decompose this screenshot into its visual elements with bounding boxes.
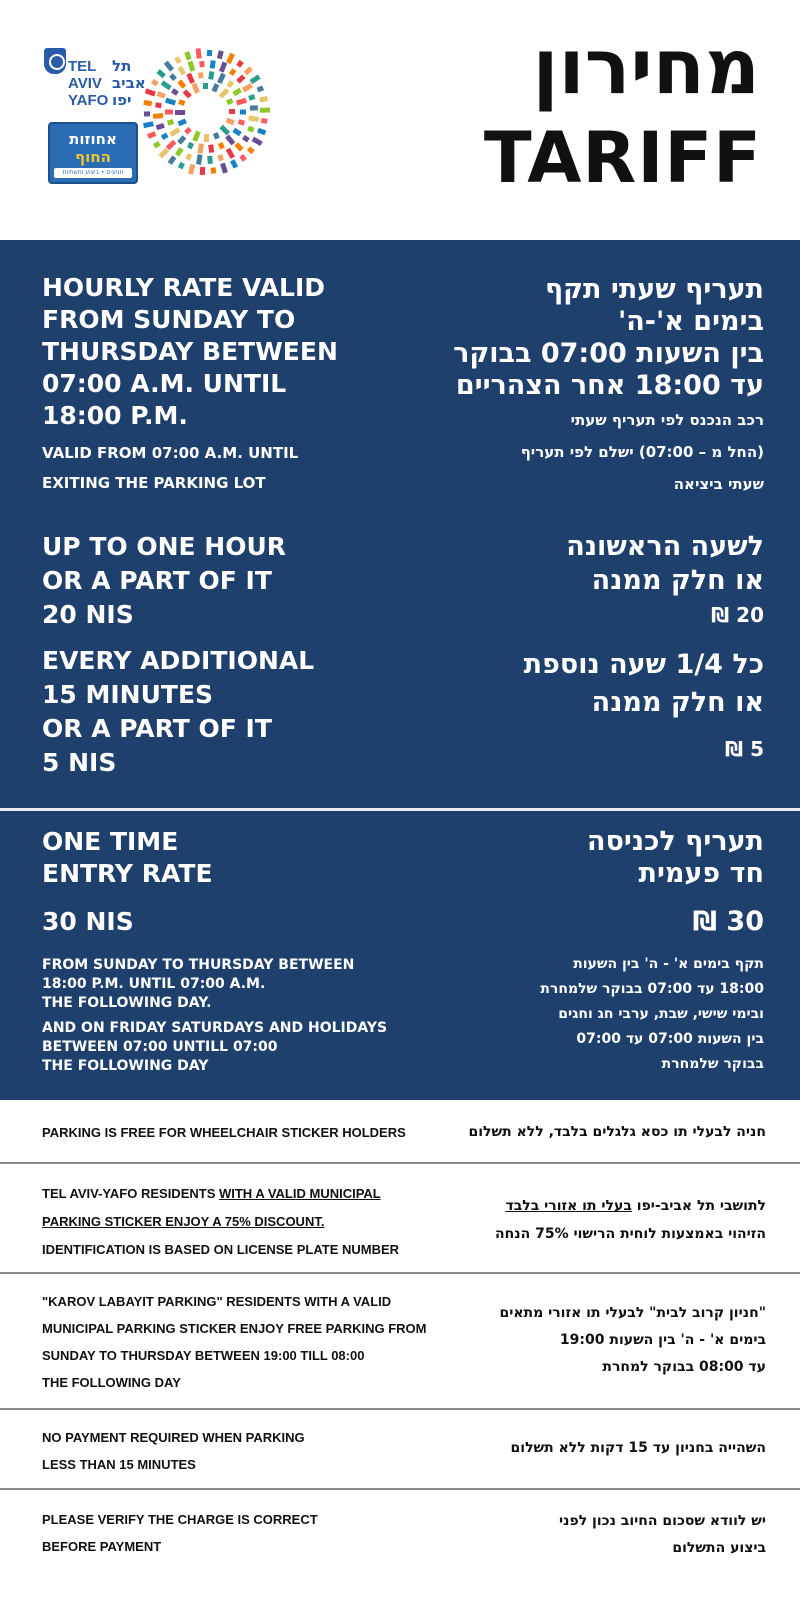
one-time-note2-en-line: BETWEEN 07:00 UNTILL 07:00 xyxy=(42,1039,278,1055)
hourly-en-line: 18:00 P.M. xyxy=(42,401,188,430)
city-he-line-3: יפו xyxy=(112,91,132,109)
additional-en-line: OR A PART OF IT xyxy=(42,714,272,743)
verify-he-line: יש לוודא שסכום החיוב נכון לפני xyxy=(559,1513,766,1529)
colorful-sunburst-logo-icon xyxy=(136,42,276,182)
residents-en-line-3: IDENTIFICATION IS BASED ON LICENSE PLATE NUMBER xyxy=(42,1242,400,1257)
company-logo-badge xyxy=(48,122,138,184)
additional-price-hebrew: 5 ₪ xyxy=(725,737,764,761)
karov-he-line: בימים א' - ה' בין השעות 19:00 xyxy=(559,1332,766,1348)
hourly-en-line: THURSDAY BETWEEN xyxy=(42,337,338,366)
note-short-english xyxy=(42,1424,305,1478)
hourly-note-he-line: (החל מ – 07:00) ישלם לפי תעריף xyxy=(520,443,764,461)
hourly-he-line: עד 18:00 אחר הצהריים xyxy=(455,370,764,401)
one-time-note-en-line: THE FOLLOWING DAY. xyxy=(42,995,212,1011)
company-subtitle: חניונים • ביצוע ותשתיות xyxy=(54,168,132,178)
hourly-note-english xyxy=(42,438,298,498)
hourly-en-line: 07:00 A.M. UNTIL xyxy=(42,369,287,398)
note-wheelchair-english: PARKING IS FREE FOR WHEELCHAIR STICKER HOLDERS xyxy=(42,1125,406,1140)
karov-en-line: SUNDAY TO THURSDAY BETWEEN 19:00 TILL 08:00 xyxy=(42,1348,365,1363)
one-time-note-he-line: 18:00 עד 07:00 בבוקר שלמחרת xyxy=(540,981,764,997)
title-english: TARIFF xyxy=(483,117,762,199)
note-wheelchair-hebrew: חניה לבעלי תו כסא גלגלים בלבד, ללא תשלום xyxy=(468,1124,766,1140)
one-time-note2-en-line: THE FOLLOWING DAY xyxy=(42,1058,209,1074)
verify-en-line: BEFORE PAYMENT xyxy=(42,1539,162,1554)
hourly-en-line: HOURLY RATE VALID xyxy=(42,273,326,302)
note-short-hebrew: השהייה בחניון עד 15 דקות ללא תשלום xyxy=(510,1440,766,1456)
verify-he-line: ביצוע התשלום xyxy=(672,1540,766,1556)
hourly-note-en-line: VALID FROM 07:00 A.M. UNTIL xyxy=(42,444,299,462)
note-karov-hebrew xyxy=(499,1300,766,1381)
one-time-note-english xyxy=(42,956,387,1076)
one-time-he-line: תעריף לכניסה xyxy=(587,826,764,857)
additional-price-english: 5 NIS xyxy=(42,748,117,777)
hourly-he-line: תעריף שעתי תקף xyxy=(544,274,764,305)
city-en-line-1: TEL xyxy=(68,58,97,75)
hourly-note-he-line: שעתי ביציאה xyxy=(673,475,764,493)
short-en-line: LESS THAN 15 MINUTES xyxy=(42,1457,196,1472)
city-en-line-2: AVIV xyxy=(68,75,102,92)
note-short-parking xyxy=(0,1410,800,1490)
residents-he-line-2: הזיהוי באמצעות לוחית הרישוי 75% הנחה xyxy=(495,1226,766,1242)
note-karov-labayit xyxy=(0,1274,800,1410)
additional-en-line: 15 MINUTES xyxy=(42,680,214,709)
one-time-note-en-line: 18:00 P.M. UNTIL 07:00 A.M. xyxy=(42,976,266,992)
one-time-note-he-line: בין השעות 07:00 עד 07:00 xyxy=(576,1031,764,1047)
hourly-rate-english xyxy=(42,272,338,432)
one-time-price-hebrew: 30 ₪ xyxy=(692,906,764,937)
karov-en-line: THE FOLLOWING DAY xyxy=(42,1375,181,1390)
company-name-line-2: החוף xyxy=(75,148,111,166)
hourly-en-line: FROM SUNDAY TO xyxy=(42,305,296,334)
verify-en-line: PLEASE VERIFY THE CHARGE IS CORRECT xyxy=(42,1512,318,1527)
hourly-he-line: בימים א'-ה' xyxy=(617,306,764,337)
city-name-english xyxy=(68,58,108,109)
hourly-note-en-line: EXITING THE PARKING LOT xyxy=(42,474,266,492)
one-time-note-hebrew xyxy=(540,952,764,1077)
one-time-en-line: ENTRY RATE xyxy=(42,859,213,888)
note-verify-english xyxy=(42,1506,318,1560)
karov-en-line: MUNICIPAL PARKING STICKER ENJOY FREE PARKING FROM xyxy=(42,1321,427,1336)
first-hour-en-line: OR A PART OF IT xyxy=(42,566,272,595)
company-name-line-1: אחוזות xyxy=(69,130,117,148)
hourly-rate-hebrew xyxy=(453,274,764,402)
rates-panel xyxy=(0,240,800,1100)
first-hour-hebrew xyxy=(566,530,764,632)
residents-en-line-2 xyxy=(42,1208,399,1236)
note-residents-hebrew xyxy=(495,1192,766,1248)
first-hour-price-english: 20 NIS xyxy=(42,600,134,629)
residents-en-1b: WITH A VALID MUNICIPAL xyxy=(218,1186,381,1201)
residents-en-2b: A 75% DISCOUNT. xyxy=(209,1214,325,1229)
sign-header xyxy=(0,0,800,240)
one-time-en-line: ONE TIME xyxy=(42,827,179,856)
additional-hebrew xyxy=(524,646,764,768)
karov-en-line: "KAROV LABAYIT PARKING" RESIDENTS WITH A VALID xyxy=(42,1294,392,1309)
first-hour-english xyxy=(42,530,286,632)
city-en-line-3: YAFO xyxy=(68,92,109,109)
hourly-he-line: בין השעות 07:00 בבוקר xyxy=(453,338,764,369)
residents-he-1a: לתושבי תל אביב-יפו xyxy=(631,1198,766,1214)
city-emblem-icon xyxy=(44,48,66,74)
city-he-line-2: אביב xyxy=(112,74,146,92)
one-time-note2-en-line: AND ON FRIDAY SATURDAYS AND HOLIDAYS xyxy=(42,1020,388,1036)
logo-area xyxy=(40,42,280,192)
additional-en-line: EVERY ADDITIONAL xyxy=(42,646,315,675)
additional-he-line: או חלק ממנה xyxy=(591,687,764,718)
one-time-price-english: 30 NIS xyxy=(42,907,134,936)
panel-divider xyxy=(0,808,800,811)
residents-en-1a: TEL AVIV-YAFO RESIDENTS xyxy=(42,1186,219,1201)
one-time-note-he-line: ובימי שישי, שבת, ערבי חג וחגים xyxy=(558,1006,764,1022)
karov-he-line: עד 08:00 בבוקר למחרת xyxy=(602,1359,766,1375)
residents-he-line-1 xyxy=(495,1192,766,1220)
one-time-he-line: חד פעמית xyxy=(638,858,764,889)
residents-he-1b: בעלי תו אזורי בלבד xyxy=(505,1198,632,1214)
one-time-hebrew xyxy=(587,826,764,938)
hourly-note-hebrew xyxy=(521,404,764,500)
one-time-note-en-line: FROM SUNDAY TO THURSDAY BETWEEN xyxy=(42,957,355,973)
one-time-english xyxy=(42,826,213,938)
note-wheelchair xyxy=(0,1100,800,1164)
note-verify-hebrew xyxy=(559,1508,766,1562)
note-karov-english xyxy=(42,1288,427,1396)
residents-en-2a: PARKING STICKER ENJOY xyxy=(42,1214,210,1229)
additional-english xyxy=(42,644,314,780)
hourly-note-he-line: רכב הנכנס לפי תעריף שעתי xyxy=(570,411,764,429)
note-verify-charge xyxy=(0,1490,800,1580)
residents-en-line-1 xyxy=(42,1180,399,1208)
one-time-note-he-line: תקף בימים א' - ה' בין השעות xyxy=(573,956,764,972)
note-residents xyxy=(0,1164,800,1274)
city-he-line-1: תל xyxy=(112,57,132,75)
note-residents-english xyxy=(42,1180,399,1264)
notes-section xyxy=(0,1100,800,1599)
first-hour-en-line: UP TO ONE HOUR xyxy=(42,532,287,561)
one-time-note-he-line: בבוקר שלמחרת xyxy=(661,1056,764,1072)
additional-he-line: כל 1/4 שעה נוספת xyxy=(523,649,764,680)
first-hour-price-hebrew: 20 ₪ xyxy=(711,603,764,627)
karov-he-line: "חניון קרוב לבית" לבעלי תו אזורי מתאים xyxy=(499,1305,766,1321)
title-hebrew: מחירון xyxy=(532,22,760,111)
first-hour-he-line: או חלק ממנה xyxy=(591,565,764,596)
short-en-line: NO PAYMENT REQUIRED WHEN PARKING xyxy=(42,1430,305,1445)
first-hour-he-line: לשעה הראשונה xyxy=(566,531,764,562)
